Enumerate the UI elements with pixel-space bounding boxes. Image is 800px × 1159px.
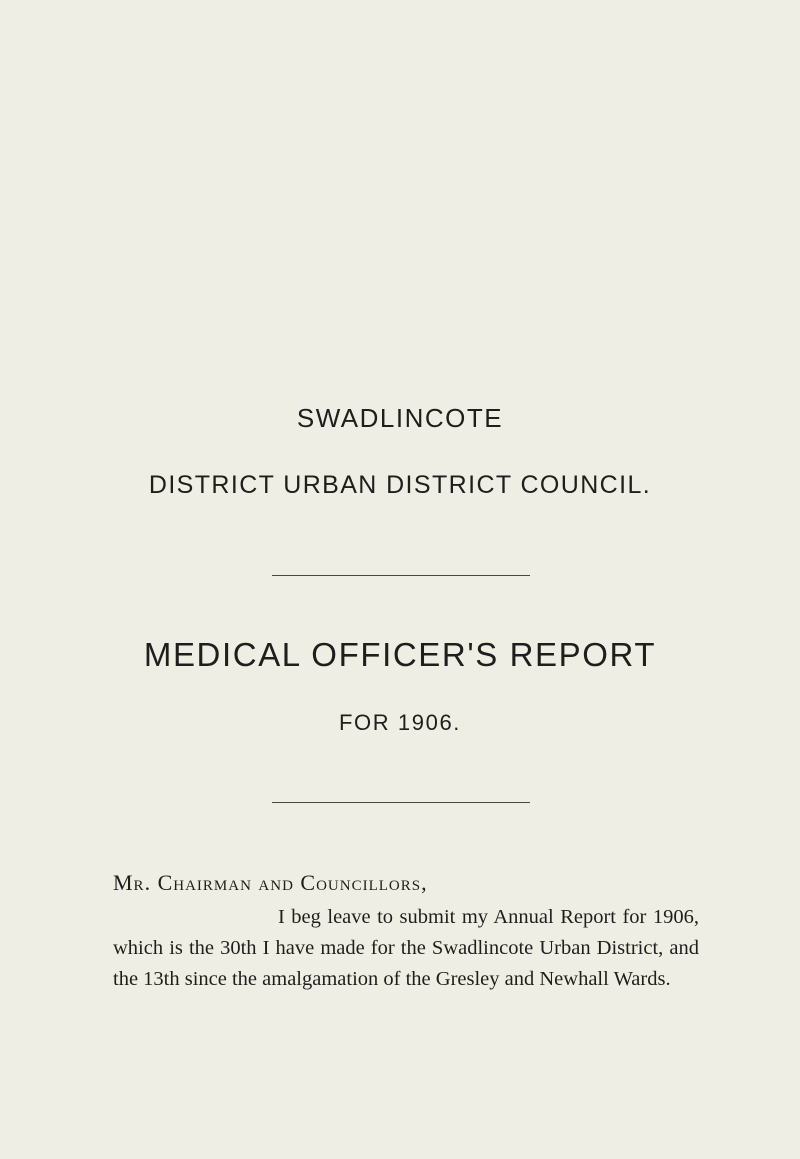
salutation: Mr. Chairman and Councillors, xyxy=(113,870,428,895)
council-name: SWADLINCOTE xyxy=(296,403,504,433)
report-year: FOR 1906. xyxy=(338,710,461,735)
top-divider xyxy=(272,575,530,576)
council-subtitle: DISTRICT URBAN DISTRICT COUNCIL. xyxy=(148,471,652,499)
report-title: MEDICAL OFFICER'S REPORT xyxy=(143,636,657,673)
bottom-divider xyxy=(272,802,530,803)
body-paragraph: I beg leave to submit my Annual Report for 1906, which is the 30th I have made for the Swadlincote Urban District, and the 13th since the amalgamation of the Gresley and Newhall Wards. xyxy=(113,906,699,990)
